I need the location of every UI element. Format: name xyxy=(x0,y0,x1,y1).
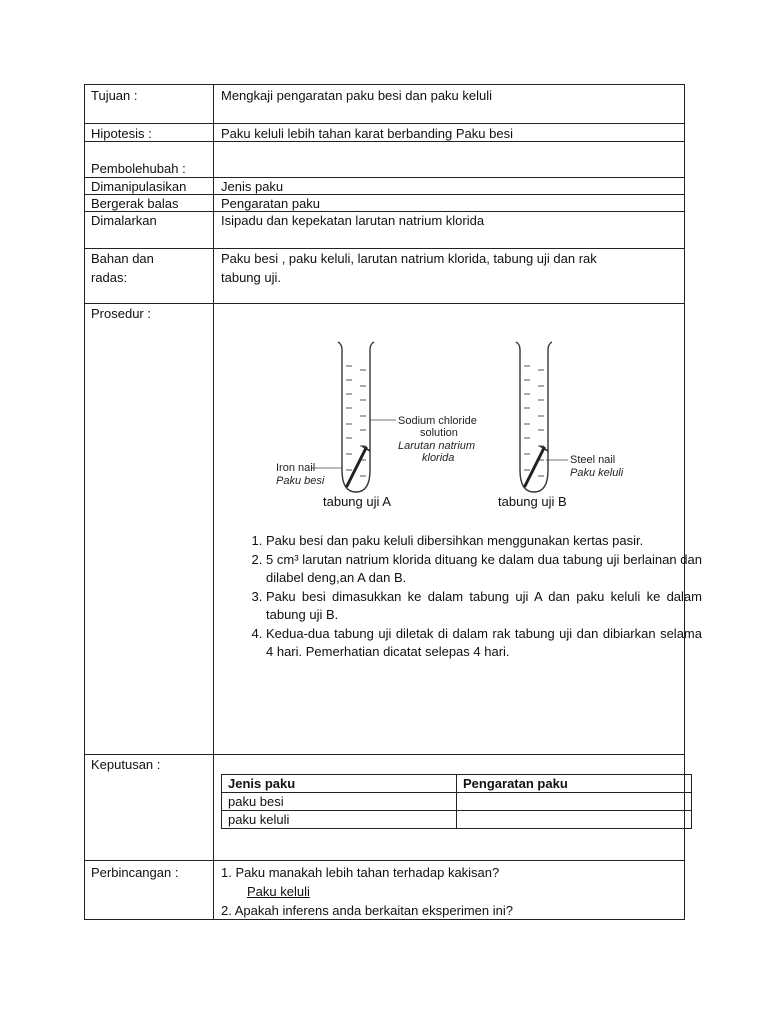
table-cell: paku keluli xyxy=(222,811,457,829)
table-cell xyxy=(457,793,692,811)
steel-nail-label: Steel nail xyxy=(570,454,616,466)
discussion-question-2: 2. Apakah inferens anda berkaitan eksperimen ini? xyxy=(221,903,513,918)
perbincangan-label: Perbincangan : xyxy=(91,865,179,880)
procedure-step: 1. Paku besi dan paku keluli dibersihkan menggunakan kertas pasir. xyxy=(266,532,702,551)
bergerak-balas-label: Bergerak balas xyxy=(91,196,179,211)
caption-tube-a: tabung uji A xyxy=(323,494,391,509)
hipotesis-label: Hipotesis : xyxy=(91,126,152,141)
hipotesis-value: Paku keluli lebih tahan karat berbanding Paku besi xyxy=(221,126,513,141)
larutan-label: Larutan natrium xyxy=(398,440,476,452)
bahan-value-line2: tabung uji. xyxy=(221,270,281,285)
procedure-step: 2. 5 cm³ larutan natrium klorida dituang ke dalam dua tabung uji berlainan dan dilabel deng,an A dan B. xyxy=(266,551,702,588)
dimanipulasikan-value: Jenis paku xyxy=(221,179,284,194)
discussion-answer-1: Paku keluli xyxy=(247,884,310,899)
prosedur-label: Prosedur : xyxy=(91,306,151,321)
procedure-steps xyxy=(240,532,702,662)
caption-tube-b: tabung uji B xyxy=(498,494,567,509)
table-header-row xyxy=(222,775,692,793)
tujuan-label: Tujuan : xyxy=(91,88,138,103)
pembolehubah-label: Pembolehubah : xyxy=(91,161,186,176)
table-cell xyxy=(457,811,692,829)
table-cell: paku besi xyxy=(222,793,457,811)
column-divider xyxy=(213,84,214,920)
table-row xyxy=(222,793,692,811)
dimalarkan-value: Isipadu dan kepekatan larutan natrium klorida xyxy=(221,213,485,228)
klorida-label: klorida xyxy=(422,452,455,464)
dimanipulasikan-label: Dimanipulasikan xyxy=(91,179,187,194)
paku-besi-label: Paku besi xyxy=(276,475,325,487)
table-row xyxy=(222,811,692,829)
test-tube-diagram xyxy=(250,330,670,530)
procedure-step: 4. Kedua-dua tabung uji diletak di dalam rak tabung uji dan dibiarkan selama 4 hari. Pemerhatian dicatat selepas 4 hari. xyxy=(266,625,702,662)
discussion-block xyxy=(221,863,677,920)
solution-label: solution xyxy=(420,427,458,439)
paku-keluli-label: Paku keluli xyxy=(570,467,624,479)
discussion-question-1: 1. Paku manakah lebih tahan terhadap kakisan? xyxy=(221,865,500,880)
procedure-step: 3. Paku besi dimasukkan ke dalam tabung uji A dan paku keluli ke dalam tabung uji B. xyxy=(266,588,702,625)
header-pengaratan-paku: Pengaratan paku xyxy=(457,775,692,793)
results-table xyxy=(221,774,692,829)
sodium-label: Sodium chloride xyxy=(398,415,477,427)
bahan-label-line2: radas: xyxy=(91,270,128,285)
iron-nail-label: Iron nail xyxy=(276,462,316,474)
bahan-label-line1: Bahan dan xyxy=(91,251,154,266)
tujuan-value: Mengkaji pengaratan paku besi dan paku keluli xyxy=(221,88,493,103)
bergerak-balas-value: Pengaratan paku xyxy=(221,196,321,211)
bahan-value-line1: Paku besi , paku keluli, larutan natrium klorida, tabung uji dan rak xyxy=(221,251,597,266)
header-jenis-paku: Jenis paku xyxy=(222,775,457,793)
row-divider xyxy=(84,860,685,861)
keputusan-label: Keputusan : xyxy=(91,757,161,772)
dimalarkan-label: Dimalarkan xyxy=(91,213,157,228)
